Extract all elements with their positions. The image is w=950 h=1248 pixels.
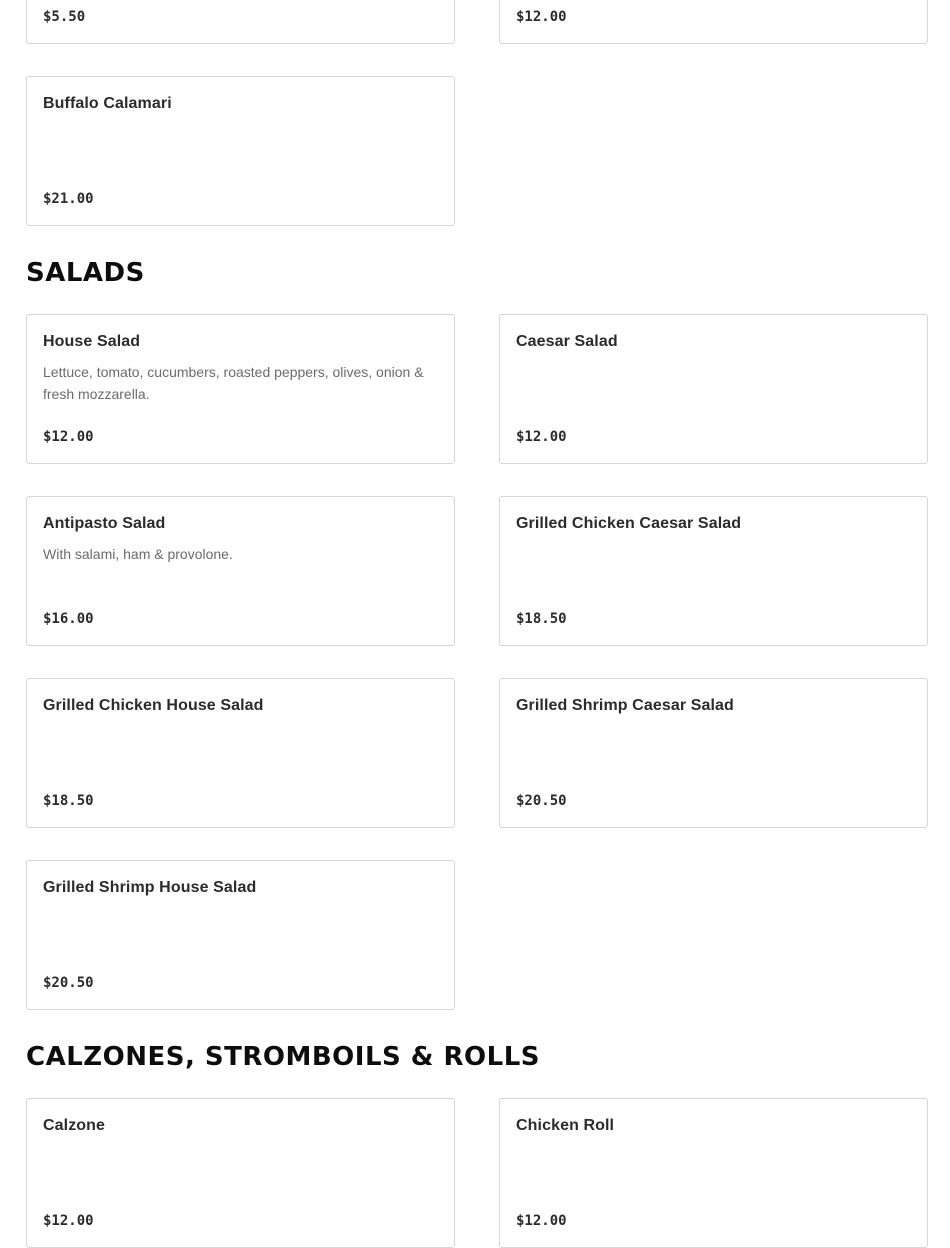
item-name: Grilled Shrimp House Salad (43, 879, 257, 896)
item-description: With salami, ham & provolone. (43, 546, 233, 562)
item-name: House Salad (43, 333, 141, 350)
item-name: Calzone (43, 1117, 106, 1134)
menu-item-card[interactable] (26, 1098, 455, 1248)
item-name: Caesar Salad (516, 333, 618, 350)
menu-item-card[interactable] (499, 314, 928, 464)
item-name: Chicken Roll (516, 1117, 615, 1134)
item-name: Grilled Chicken House Salad (43, 697, 264, 714)
item-price: $21.00 (43, 191, 94, 207)
item-price: $20.50 (516, 793, 567, 809)
item-price: $18.50 (516, 611, 567, 627)
item-name: Grilled Chicken Caesar Salad (516, 515, 742, 532)
menu-item-card[interactable] (26, 76, 455, 226)
item-price: $16.00 (43, 611, 94, 627)
menu-item-card[interactable] (26, 860, 455, 1010)
menu-item-card[interactable] (499, 678, 928, 828)
item-price: $12.00 (516, 429, 567, 445)
item-price: $12.00 (516, 9, 567, 25)
section-title-salads: SALADS (26, 258, 145, 288)
menu-item-card[interactable] (499, 0, 928, 44)
item-name: Grilled Shrimp Caesar Salad (516, 697, 734, 714)
item-price: $12.00 (43, 1213, 94, 1229)
item-price: $5.50 (43, 9, 86, 25)
section-title-calzones: CALZONES, STROMBOILS & ROLLS (26, 1042, 541, 1072)
menu-item-card[interactable] (499, 496, 928, 646)
item-name: Buffalo Calamari (43, 95, 172, 112)
item-price: $20.50 (43, 975, 94, 991)
item-description: Lettuce, tomato, cucumbers, roasted peppers, olives, onion & fresh mozzarella. (43, 364, 424, 402)
item-price: $18.50 (43, 793, 94, 809)
menu-item-card[interactable] (499, 1098, 928, 1248)
menu-item-card[interactable] (26, 678, 455, 828)
item-price: $12.00 (516, 1213, 567, 1229)
item-name: Antipasto Salad (43, 515, 166, 532)
menu-item-card[interactable] (26, 314, 455, 464)
item-price: $12.00 (43, 429, 94, 445)
menu-item-card[interactable] (26, 496, 455, 646)
menu-item-card[interactable] (26, 0, 455, 44)
